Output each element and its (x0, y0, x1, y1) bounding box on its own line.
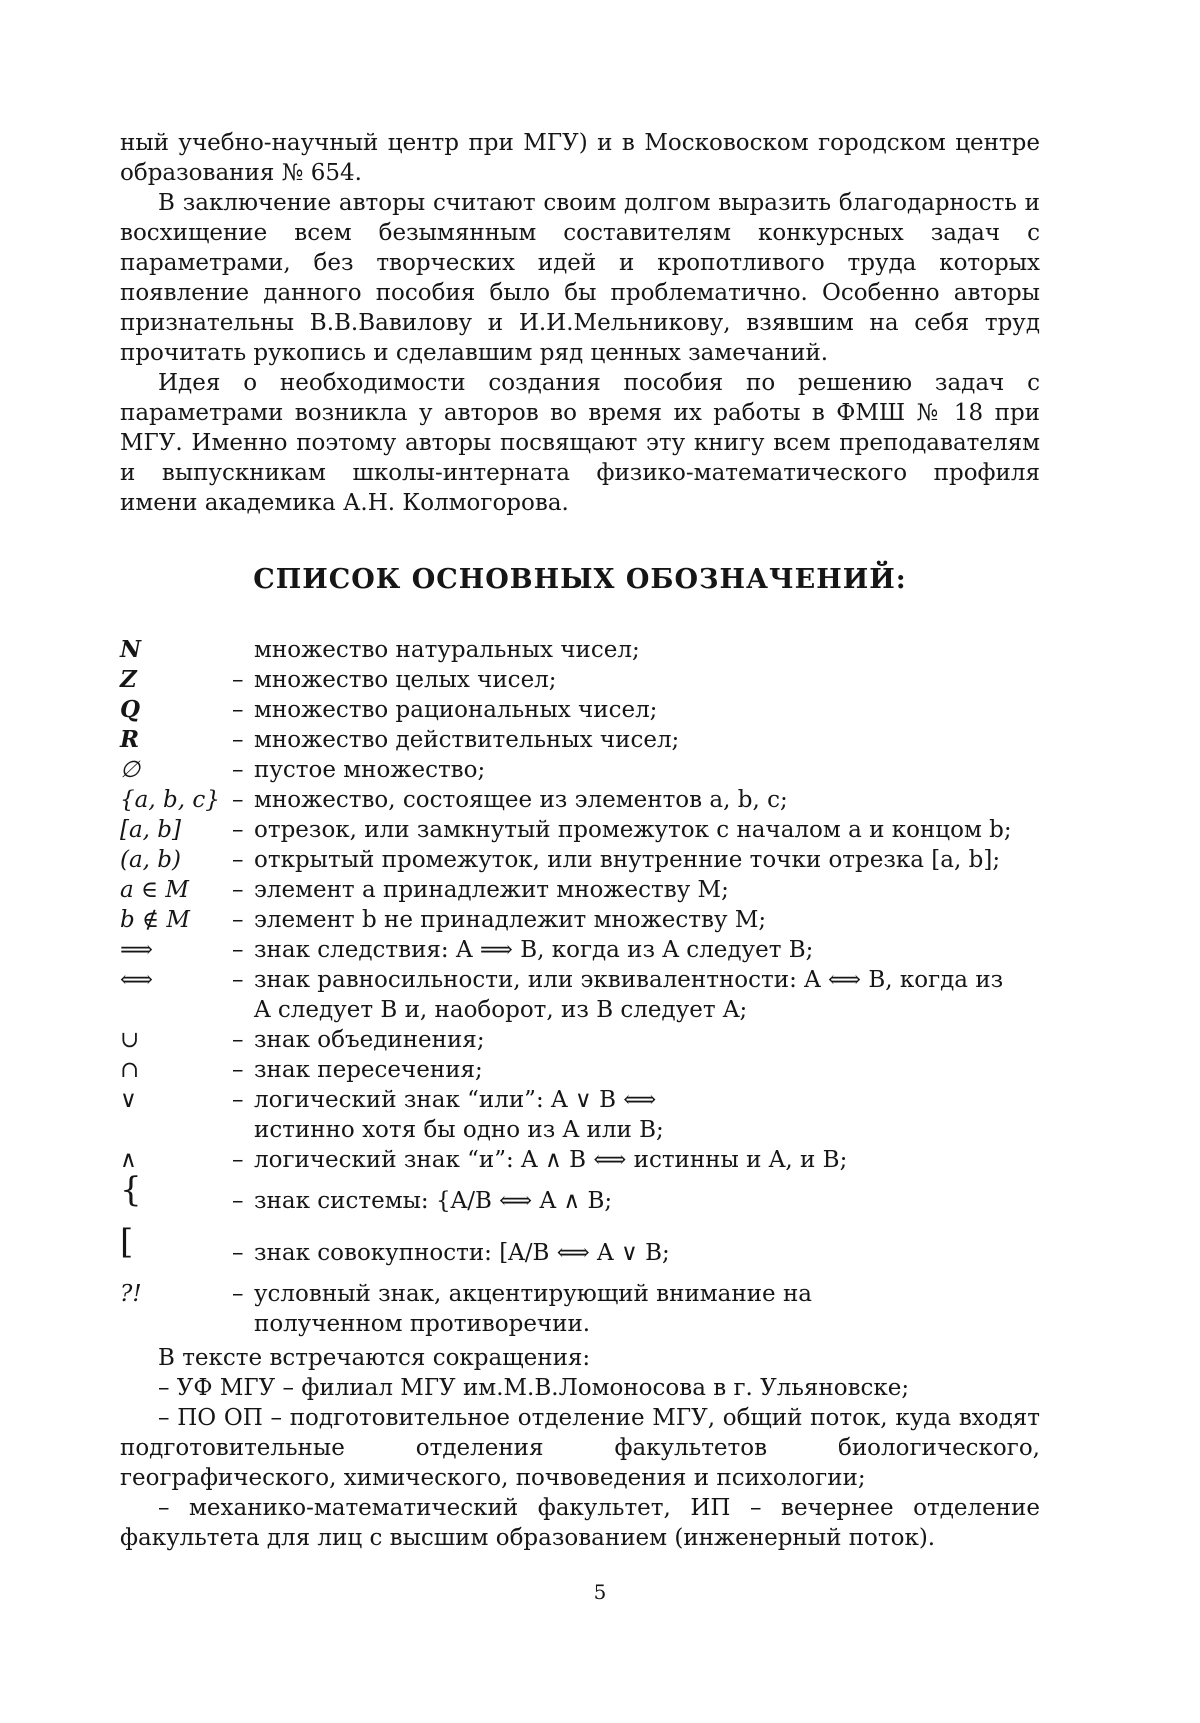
notation-row (120, 1279, 1040, 1339)
document-page (120, 128, 1040, 1553)
notation-symbol: ∪ (120, 1027, 140, 1053)
notation-row (120, 725, 1040, 755)
notation-dash: – (232, 727, 244, 753)
notation-row (120, 965, 1040, 1025)
notation-text: множество целых чисел; (254, 667, 557, 693)
notation-dash: – (232, 697, 244, 723)
notation-row (120, 695, 1040, 725)
notation-symbol: R (120, 726, 140, 753)
notation-description (232, 665, 1040, 695)
notation-dash: – (232, 937, 244, 963)
brace-icon: { (120, 1170, 142, 1210)
notation-row (120, 1055, 1040, 1085)
notation-row (120, 905, 1040, 935)
notation-dash: – (232, 877, 244, 903)
notation-dash: – (232, 907, 244, 933)
notation-continuation: A следует B и, наоборот, из B следует A; (254, 997, 748, 1023)
notation-symbol: N (120, 636, 142, 663)
notation-description (232, 1085, 1040, 1145)
abbreviation-item: – механико-математический факультет, ИП – вечернее отделение факультета для лиц с высшим образованием (инженерный поток). (120, 1495, 1040, 1551)
notation-description (232, 785, 1040, 815)
notation-row (120, 1222, 1040, 1279)
notation-dash: – (232, 1281, 244, 1307)
notation-dash: – (232, 757, 244, 783)
notation-text: знак совокупности: [A/B ⟺ A ∨ B; (254, 1240, 670, 1266)
intro-paragraph-3: Идея о необходимости создания пособия по решению задач с параметрами возникла у авторов во время их работы в ФМШ № 18 при МГУ. Именно поэтому авторы посвящают эту книгу всем преподавателям и выпускникам школы-интерната физико-математического профиля имени академика А.Н. Колмогорова. (120, 370, 1040, 516)
notation-text: условный знак, акцентирующий внимание на (254, 1281, 813, 1307)
notation-text: отрезок, или замкнутый промежуток с началом a и концом b; (254, 817, 1012, 843)
notation-row (120, 875, 1040, 905)
notation-symbol: b ∉ M (120, 907, 190, 933)
notation-row (120, 1025, 1040, 1055)
notation-description (232, 905, 1040, 935)
notation-description (232, 1175, 1040, 1227)
notation-symbol: [a, b] (120, 817, 182, 843)
notation-symbol: ∧ (120, 1147, 137, 1173)
notation-text: знак объединения; (254, 1027, 485, 1053)
notation-dash: – (232, 1147, 244, 1173)
notation-symbol: ⟺ (120, 967, 153, 993)
notation-description (232, 1055, 1040, 1085)
notation-row (120, 1145, 1040, 1175)
notation-text: множество натуральных чисел; (254, 637, 640, 663)
notation-text: знак равносильности, или эквивалентности: A ⟺ B, когда из (254, 967, 1004, 993)
notation-row (120, 755, 1040, 785)
notation-text: элемент a принадлежит множеству M; (254, 877, 729, 903)
bracket-icon: [ (120, 1222, 134, 1262)
notation-description (232, 935, 1040, 965)
notation-dash: – (232, 1087, 244, 1113)
notation-description (232, 1227, 1040, 1279)
notation-continuation: истинно хотя бы одно из A или B; (254, 1117, 664, 1143)
notation-text: открытый промежуток, или внутренние точки отрезка [a, b]; (254, 847, 1001, 873)
notation-row (120, 1170, 1040, 1227)
abbreviations-intro: В тексте встречаются сокращения: (158, 1345, 591, 1371)
notation-symbol: ∅ (120, 757, 141, 783)
notation-text: множество действительных чисел; (254, 727, 680, 753)
notation-dash: – (232, 1188, 244, 1214)
notation-symbol: a ∈ M (120, 877, 189, 903)
notation-dash: – (232, 1240, 244, 1266)
intro-paragraph-1: ный учебно-научный центр при МГУ) и в Московоском городском центре образования № 654. (120, 130, 1040, 186)
notation-row (120, 665, 1040, 695)
notation-symbol: ⟹ (120, 937, 153, 963)
notation-dash: – (232, 817, 244, 843)
notation-text: множество рациональных чисел; (254, 697, 658, 723)
notation-dash: – (232, 1027, 244, 1053)
abbreviation-item: – УФ МГУ – филиал МГУ им.М.В.Ломоносова в г. Ульяновске; (158, 1375, 910, 1401)
notation-continuation: полученном противоречии. (254, 1311, 591, 1337)
section-heading: СПИСОК ОСНОВНЫХ ОБОЗНАЧЕНИЙ: (253, 564, 907, 595)
notation-description (232, 815, 1040, 845)
notation-symbol: ∩ (120, 1057, 140, 1083)
notation-symbol: Z (120, 666, 137, 693)
notation-text: логический знак “или”: A ∨ B ⟺ (254, 1087, 657, 1113)
notation-symbol: (a, b) (120, 847, 182, 873)
notation-text: множество, состоящее из элементов a, b, c; (254, 787, 788, 813)
abbreviation-item: – ПО ОП – подготовительное отделение МГУ, общий поток, куда входят подготовительные отделения факультетов биологического, географического, химического, почвоведения и психологии; (120, 1405, 1040, 1491)
notation-symbol: {a, b, c} (120, 787, 220, 813)
notation-row (120, 1085, 1040, 1145)
notation-dash: – (232, 847, 244, 873)
notation-text: элемент b не принадлежит множеству M; (254, 907, 767, 933)
page-number: 5 (593, 1580, 607, 1604)
notation-row (120, 815, 1040, 845)
notation-text: знак системы: {A/B ⟺ A ∧ B; (254, 1188, 613, 1214)
notation-description (232, 1025, 1040, 1055)
notation-description (232, 875, 1040, 905)
notation-description (232, 845, 1040, 875)
notation-row (120, 935, 1040, 965)
notation-dash: – (232, 1057, 244, 1083)
notation-symbol: ∨ (120, 1087, 137, 1113)
notation-description (232, 1279, 1040, 1339)
notation-row (120, 635, 1040, 665)
notation-symbol: Q (120, 696, 141, 723)
notation-text: знак следствия: A ⟹ B, когда из A следует B; (254, 937, 814, 963)
notation-description (232, 725, 1040, 755)
notation-text: пустое множество; (254, 757, 486, 783)
notation-description (232, 695, 1040, 725)
notation-description (232, 635, 1040, 665)
notation-text: знак пересечения; (254, 1057, 483, 1083)
notation-dash: – (232, 967, 244, 993)
notation-text: логический знак “и”: A ∧ B ⟺ истинны и A, и B; (254, 1147, 848, 1173)
notation-list (120, 635, 1040, 1339)
notation-row (120, 845, 1040, 875)
notation-symbol: ?! (120, 1281, 142, 1307)
intro-paragraph-2: В заключение авторы считают своим долгом выразить благодарность и восхищение всем безымянным составителям конкурсных задач с параметрами, без творческих идей и кропотливого труда которых появление данного пособия было бы проблематично. Особенно авторы признательны В.В.Вавилову и И.И.Мельникову, взявшим на себя труд прочитать рукопись и сделавшим ряд ценных замечаний. (120, 190, 1040, 366)
notation-description (232, 1145, 1040, 1175)
notation-row (120, 785, 1040, 815)
notation-description (232, 755, 1040, 785)
notation-dash: – (232, 787, 244, 813)
notation-description (232, 965, 1040, 1025)
notation-dash: – (232, 667, 244, 693)
